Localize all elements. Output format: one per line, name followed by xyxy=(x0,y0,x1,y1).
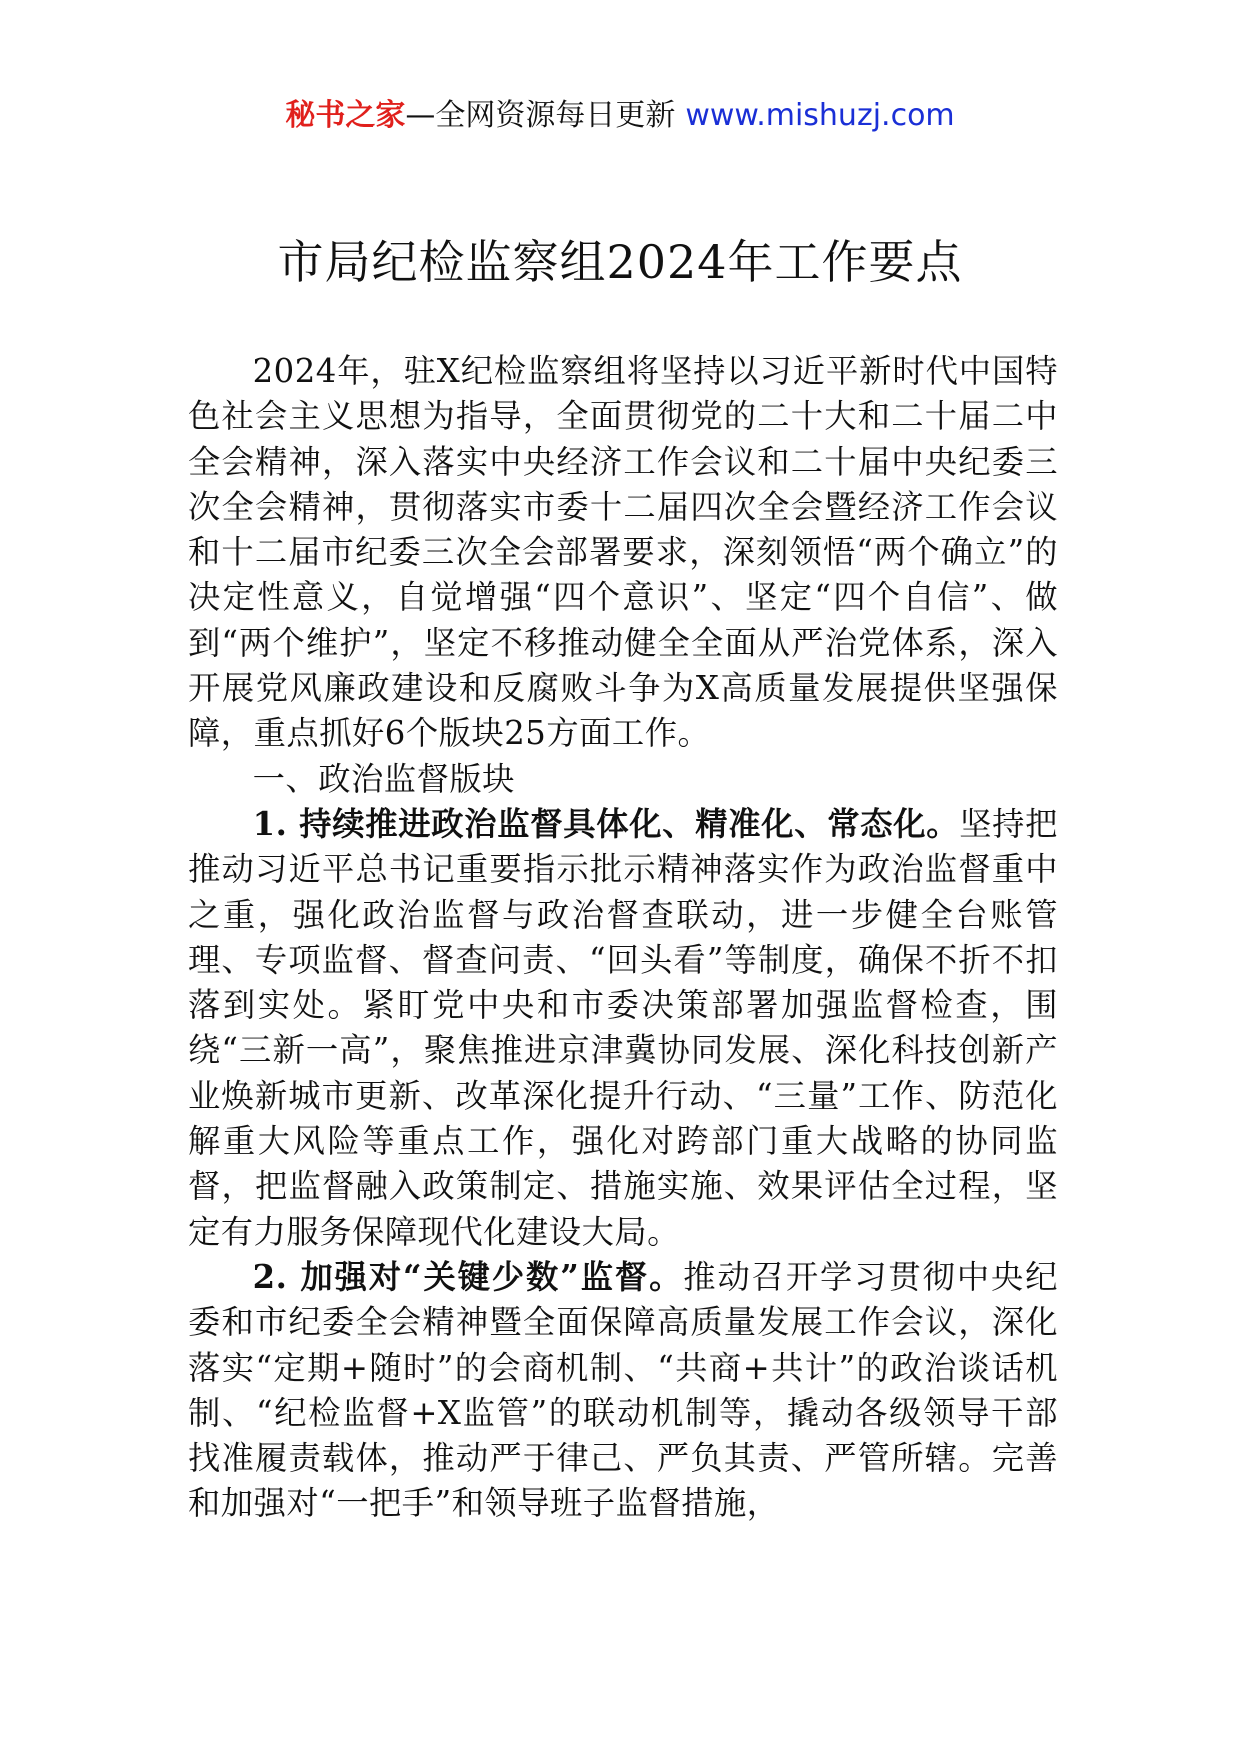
work-item-2-text: 推动召开学习贯彻中央纪委和市纪委全会精神暨全面保障高质量发展工作会议，深化落实“定期+随时”的会商机制、“共商+共计”的政治谈话机制、“纪检监督+X监管”的联动机制等，撬动各级领导干部找准履责载体，推动严于律己、严负其责、严管所辖。完善和加强对“一把手”和领导班子监督措施， xyxy=(188,1257,1058,1523)
document-body xyxy=(188,349,1058,1527)
site-url-link[interactable]: www.mishuzj.com xyxy=(685,98,955,133)
section-heading-political-supervision: 一、政治监督版块 xyxy=(252,759,515,798)
work-item-2-lead: 2. 加强对“关键少数”监督。 xyxy=(252,1257,684,1296)
site-brand-name: 秘书之家 xyxy=(285,98,406,133)
site-header-banner xyxy=(0,96,1240,136)
intro-paragraph: 2024年，驻X纪检监察组将坚持以习近平新时代中国特色社会主义思想为指导，全面贯彻党的二十大和二十届二中全会精神，深入落实中央经济工作会议和二十届中央纪委三次全会精神，贯彻落实市委十二届四次全会暨经济工作会议和十二届市纪委三次全会部署要求，深刻领悟“两个确立”的决定性意义，自觉增强“四个意识”、坚定“四个自信”、做到“两个维护”，坚定不移推动健全全面从严治党体系，深入开展党风廉政建设和反腐败斗争为X高质量发展提供坚强保障，重点抓好6个版块25方面工作。 xyxy=(188,352,1058,753)
work-item-1 xyxy=(188,802,1058,1255)
work-item-1-text: 坚持把推动习近平总书记重要指示批示精神落实作为政治监督重中之重，强化政治监督与政治督查联动，进一步健全台账管理、专项监督、督查问责、“回头看”等制度，确保不折不扣落到实处。紧盯党中央和市委决策部署加强监督检查，围绕“三新一高”，聚焦推进京津冀协同发展、深化科技创新产业焕新城市更新、改革深化提升行动、“三量”工作、防范化解重大风险等重点工作，强化对跨部门重大战略的协同监督，把监督融入政策制定、措施实施、效果评估全过程，坚定有力服务保障现代化建设大局。 xyxy=(188,804,1058,1251)
work-item-2 xyxy=(188,1255,1058,1527)
document-title: 市局纪检监察组2024年工作要点 xyxy=(277,235,963,289)
site-slogan: —全网资源每日更新 xyxy=(405,98,676,133)
work-item-1-lead: 1. 持续推进政治监督具体化、精准化、常态化。 xyxy=(252,804,960,843)
